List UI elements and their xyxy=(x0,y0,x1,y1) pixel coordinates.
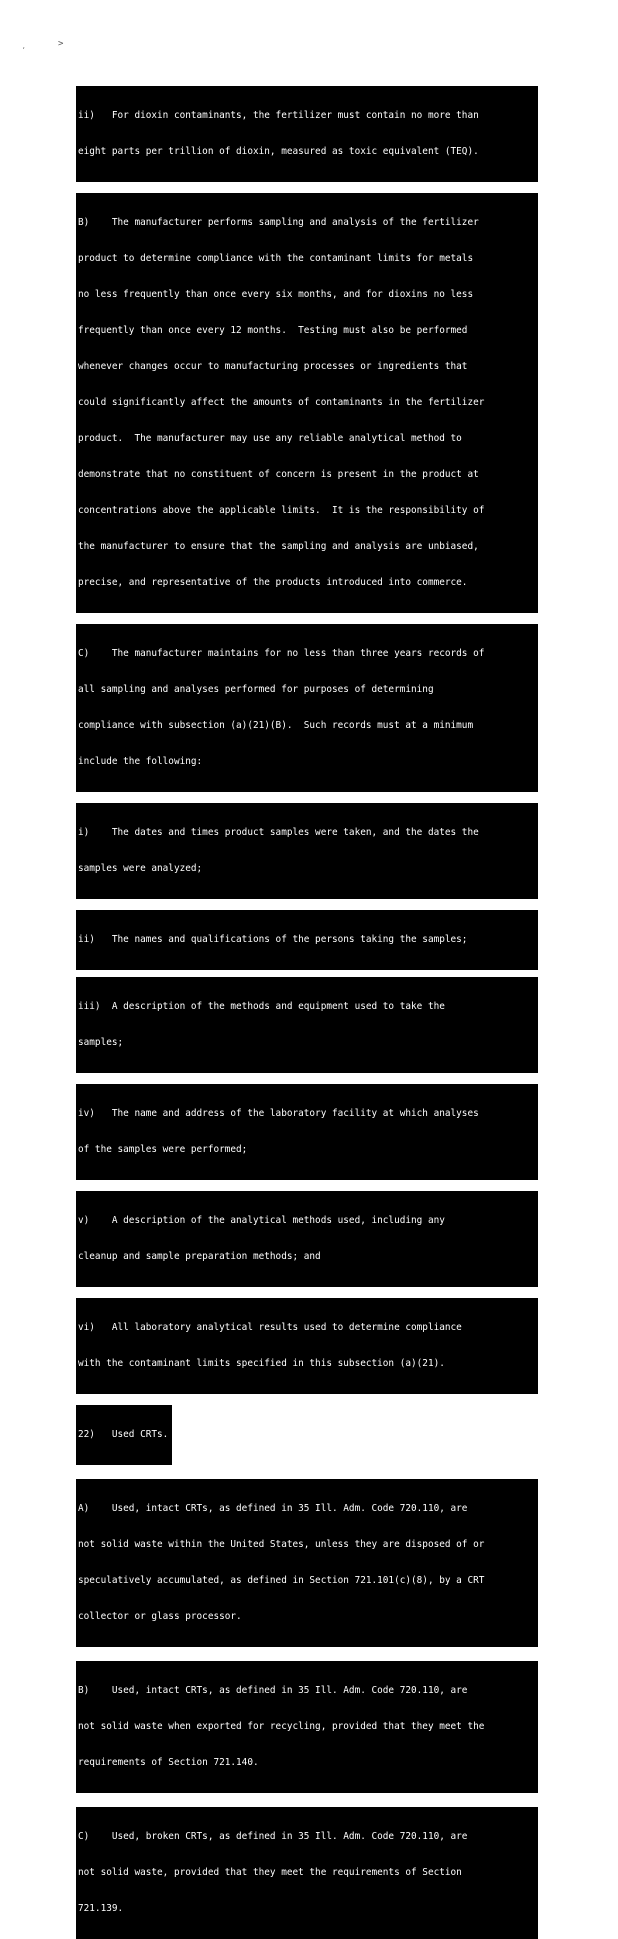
text-line: B) Used, intact CRTs, as defined in 35 Ill. Adm. Code 720.110, are xyxy=(78,1685,468,1696)
paragraph-iii-methods xyxy=(76,977,538,1073)
text-line: not solid waste, provided that they meet the requirements of Section xyxy=(78,1867,462,1878)
text-line: include the following: xyxy=(78,756,203,767)
text-line: product. The manufacturer may use any reliable analytical method to xyxy=(78,433,462,444)
text-line: speculatively accumulated, as defined in Section 721.101(c)(8), by a CRT xyxy=(78,1575,485,1586)
text-line: concentrations above the applicable limits. It is the responsibility of xyxy=(78,505,485,516)
paragraph-ii-dioxin xyxy=(76,86,538,182)
text-line: demonstrate that no constituent of concern is present in the product at xyxy=(78,469,479,480)
paragraph-C-broken-crts xyxy=(76,1807,538,1939)
text-line: whenever changes occur to manufacturing processes or ingredients that xyxy=(78,361,468,372)
text-line: the manufacturer to ensure that the sampling and analysis are unbiased, xyxy=(78,541,479,552)
text-line: cleanup and sample preparation methods; and xyxy=(78,1251,321,1262)
text-line: compliance with subsection (a)(21)(B). Such records must at a minimum xyxy=(78,720,474,731)
text-line: requirements of Section 721.140. xyxy=(78,1757,259,1768)
text-line: ii) The names and qualifications of the persons taking the samples; xyxy=(78,934,468,945)
text-line: B) The manufacturer performs sampling and analysis of the fertilizer xyxy=(78,217,479,228)
paragraph-ii-names xyxy=(76,910,538,970)
text-line: not solid waste when exported for recycling, provided that they meet the xyxy=(78,1721,485,1732)
text-line: product to determine compliance with the contaminant limits for metals xyxy=(78,253,474,264)
text-line: samples were analyzed; xyxy=(78,863,203,874)
paragraph-C-records xyxy=(76,624,538,792)
text-line: not solid waste within the United States, unless they are disposed of or xyxy=(78,1539,485,1550)
text-line: C) The manufacturer maintains for no less than three years records of xyxy=(78,648,485,659)
paragraph-vi-results xyxy=(76,1298,538,1394)
text-line: could significantly affect the amounts of contaminants in the fertilizer xyxy=(78,397,485,408)
text-line: ii) For dioxin contaminants, the fertilizer must contain no more than xyxy=(78,110,479,121)
scan-mark-arrow: > xyxy=(58,39,64,49)
text-line: vi) All laboratory analytical results used to determine compliance xyxy=(78,1322,462,1333)
paragraph-v-analytical xyxy=(76,1191,538,1287)
paragraph-A-intact-crts xyxy=(76,1479,538,1647)
text-line: samples; xyxy=(78,1037,124,1048)
scan-mark-comma: , xyxy=(22,43,26,50)
text-line: collector or glass processor. xyxy=(78,1611,242,1622)
text-line: iv) The name and address of the laboratory facility at which analyses xyxy=(78,1108,479,1119)
paragraph-B-exported-crts xyxy=(76,1661,538,1793)
heading-used-crts xyxy=(76,1405,172,1465)
text-line: C) Used, broken CRTs, as defined in 35 Ill. Adm. Code 720.110, are xyxy=(78,1831,468,1842)
text-line: 22) Used CRTs. xyxy=(78,1429,169,1440)
text-line: frequently than once every 12 months. Testing must also be performed xyxy=(78,325,468,336)
paragraph-iv-laboratory xyxy=(76,1084,538,1180)
text-line: v) A description of the analytical methods used, including any xyxy=(78,1215,445,1226)
text-line: eight parts per trillion of dioxin, measured as toxic equivalent (TEQ). xyxy=(78,146,479,157)
text-line: iii) A description of the methods and equipment used to take the xyxy=(78,1001,445,1012)
text-line: A) Used, intact CRTs, as defined in 35 Ill. Adm. Code 720.110, are xyxy=(78,1503,468,1514)
text-line: no less frequently than once every six months, and for dioxins no less xyxy=(78,289,474,300)
text-line: 721.139. xyxy=(78,1903,124,1914)
text-line: with the contaminant limits specified in this subsection (a)(21). xyxy=(78,1358,445,1369)
paragraph-i-dates xyxy=(76,803,538,899)
paragraph-B-sampling xyxy=(76,193,538,613)
text-line: i) The dates and times product samples were taken, and the dates the xyxy=(78,827,479,838)
document-page xyxy=(76,86,538,1939)
text-line: all sampling and analyses performed for purposes of determining xyxy=(78,684,434,695)
text-line: of the samples were performed; xyxy=(78,1144,248,1155)
text-line: precise, and representative of the products introduced into commerce. xyxy=(78,577,468,588)
